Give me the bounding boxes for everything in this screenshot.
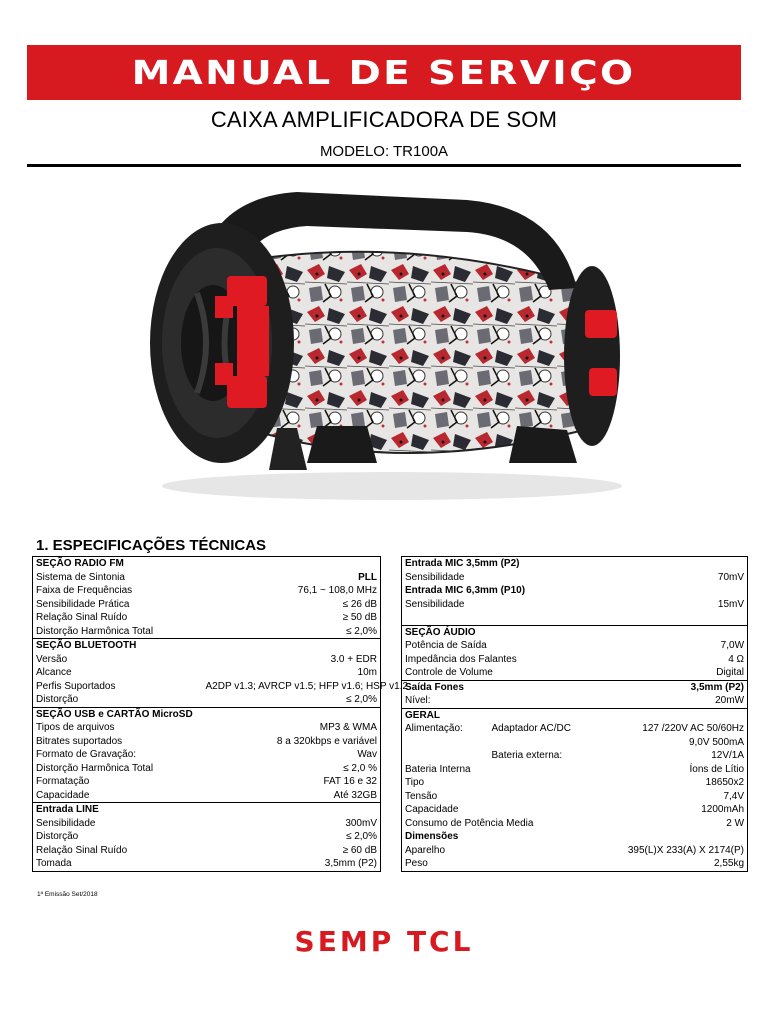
spec-label: Distorção Harmônica Total [36, 625, 154, 637]
spec-label: Tomada [36, 858, 72, 869]
spec-label: Formatação [36, 776, 90, 787]
spec-value: Até 32GB [333, 789, 377, 801]
spec-row [402, 598, 748, 612]
spec-value: Íons de Lítio [689, 763, 745, 775]
section-header-row [402, 830, 748, 844]
spec-label: SEÇÃO USB e CARTÃO MicroSD [33, 707, 203, 721]
spec-row [402, 763, 748, 777]
spec-label: Distorção Harmônica Total [36, 762, 154, 774]
spec-value: 127 /220V AC 50/60Hz [642, 723, 745, 734]
spec-sublabel [486, 857, 604, 871]
spec-label: Potência de Saída [405, 640, 487, 651]
spec-row [402, 776, 748, 790]
title-banner [27, 45, 741, 100]
spec-value: 4 Ω [728, 653, 745, 665]
spec-label: Alimentação: [405, 723, 463, 734]
spec-row [402, 639, 748, 653]
spec-row [402, 611, 748, 625]
spec-sublabel [486, 666, 604, 680]
spec-label: Controle de Volume [405, 667, 493, 678]
model-label: MODELO: TR100A [319, 143, 449, 160]
spec-row [33, 817, 381, 831]
section-header-row [33, 707, 381, 721]
spec-label: Sensibilidade [405, 598, 465, 610]
spec-value [604, 611, 748, 625]
spec-sublabel [486, 639, 604, 653]
spec-row [402, 844, 748, 858]
spec-row [33, 611, 381, 625]
spec-value: 3.0 + EDR [330, 653, 377, 665]
spec-value: 70mV [717, 571, 745, 583]
spec-value [203, 557, 381, 571]
brand-logo: SEMP TCL [294, 925, 474, 958]
spec-value: ≤ 2,0 % [343, 762, 377, 774]
section-header-row [402, 625, 748, 639]
section-header-row [33, 803, 381, 817]
spec-row [402, 857, 748, 871]
spec-row [33, 762, 381, 776]
spec-value [203, 639, 381, 653]
spec-value: 3,5mm (P2) [324, 858, 377, 869]
spec-label: Entrada MIC 6,3mm (P10) [405, 585, 526, 596]
spec-sublabel [486, 571, 604, 585]
spec-label: Sensibilidade [36, 817, 96, 829]
spec-value: ≤ 2,0% [345, 694, 377, 705]
spec-sublabel: Adaptador AC/DC [491, 723, 571, 734]
spec-value: MP3 & WMA [319, 722, 377, 733]
manual-title: MANUAL DE SERVIÇO [132, 53, 636, 92]
spec-value: PLL [358, 571, 377, 583]
spec-row [33, 748, 381, 762]
spec-value: ≤ 2,0% [345, 831, 377, 842]
spec-label: Relação Sinal Ruído [36, 612, 128, 623]
spec-row [33, 584, 381, 598]
spec-row [33, 598, 381, 612]
spec-label [402, 749, 486, 763]
spec-label: Dimensões [405, 831, 459, 842]
spec-row [33, 844, 381, 858]
spec-row [33, 693, 381, 707]
spec-value: 20mW [715, 695, 745, 706]
spec-value: 76,1 ~ 108,0 MHz [297, 585, 377, 596]
spec-label [402, 736, 486, 750]
spec-sublabel [486, 790, 604, 804]
spec-label: Tensão [405, 790, 438, 802]
spec-label: Sensibilidade Prática [36, 598, 130, 610]
spec-label: Perfis Suportados [36, 680, 116, 692]
spec-label [402, 611, 486, 625]
spec-label: SEÇÃO ÁUDIO [402, 625, 604, 639]
spec-label: Aparelho [405, 844, 446, 856]
product-subtitle: CAIXA AMPLIFICADORA DE SOM [210, 107, 558, 132]
spec-value: 2 W [726, 817, 745, 829]
spec-row [402, 817, 748, 831]
spec-value: 7,4V [723, 790, 745, 802]
spec-row [33, 857, 381, 871]
spec-value: 18650x2 [705, 777, 745, 788]
speaker-product-image [137, 178, 640, 508]
spec-sublabel [486, 611, 604, 625]
section-header-row [33, 639, 381, 653]
spec-label: Bateria Interna [405, 763, 471, 775]
spec-label: Formato de Gravação: [36, 749, 137, 760]
spec-sublabel [486, 763, 604, 777]
spec-label: Consumo de Potência Media [405, 817, 534, 829]
spec-value: 8 a 320kbps e variável [276, 735, 377, 747]
spec-sublabel [486, 598, 604, 612]
spec-label: Faixa de Frequências [36, 585, 133, 596]
header-divider [27, 164, 741, 167]
spec-row [33, 830, 381, 844]
spec-value: ≤ 26 dB [342, 598, 377, 610]
spec-row [402, 666, 748, 680]
spec-label: Tipo [405, 777, 425, 788]
spec-value: Digital [716, 667, 745, 678]
spec-sublabel: Bateria externa: [491, 750, 563, 761]
spec-label: Alcance [36, 667, 72, 678]
spec-label: SEÇÃO RADIO FM [36, 558, 124, 569]
spec-row [402, 694, 748, 708]
spec-value: 300mV [345, 817, 377, 829]
spec-label: Distorção [36, 694, 79, 705]
spec-row [33, 625, 381, 639]
spec-sublabel [486, 736, 604, 750]
spec-value: 10m [357, 667, 377, 678]
spec-label: Tipos de arquivos [36, 722, 115, 733]
section-header-row [402, 557, 748, 571]
spec-value: 15mV [717, 598, 745, 610]
spec-value: A2DP v1.3; AVRCP v1.5; HFP v1.6; HSP v1.2 [205, 680, 409, 692]
spec-row [33, 775, 381, 789]
spec-value: 395(L)X 233(A) X 2174(P) [627, 844, 745, 856]
spec-label: Relação Sinal Ruído [36, 844, 128, 856]
spec-value [604, 584, 748, 598]
spec-value [604, 708, 748, 722]
spec-value [604, 830, 748, 844]
spec-label: Capacidade [405, 804, 459, 815]
spec-value [604, 625, 748, 639]
spec-sublabel [486, 776, 604, 790]
spec-row [402, 571, 748, 585]
spec-row [33, 653, 381, 667]
spec-value: 12V/1A [711, 750, 745, 761]
spec-label: SEÇÃO BLUETOOTH [33, 639, 203, 653]
spec-row [402, 749, 748, 763]
emission-footnote: 1ª Emissão Set/2018 [37, 891, 98, 898]
spec-row [402, 803, 748, 817]
spec-value [203, 707, 381, 721]
section-header-row [402, 708, 748, 722]
spec-table-left [32, 556, 409, 872]
spec-label: Versão [36, 653, 68, 665]
section-heading: 1. ESPECIFICAÇÕES TÉCNICAS [36, 537, 267, 554]
spec-value: 9,0V 500mA [688, 736, 745, 748]
spec-value [604, 557, 748, 571]
spec-row [33, 735, 381, 749]
spec-value: 2,55kg [713, 858, 745, 869]
spec-value: 7,0W [720, 640, 745, 651]
spec-row [402, 653, 748, 667]
spec-label: Entrada LINE [33, 803, 203, 817]
spec-label: Nível: [405, 695, 431, 706]
spec-value: Wav [357, 749, 377, 760]
spec-value: 3,5mm (P2) [604, 680, 748, 694]
spec-label: Entrada MIC 3,5mm (P2) [405, 558, 520, 569]
spec-label: Distorção [36, 831, 79, 842]
spec-table-right [401, 556, 748, 872]
spec-label: Capacidade [36, 789, 90, 801]
section-header-row [33, 557, 381, 571]
spec-value: ≤ 2,0% [345, 625, 377, 637]
spec-sublabel [486, 844, 604, 858]
spec-value: 1200mAh [701, 804, 745, 815]
spec-row [402, 736, 748, 750]
spec-row [402, 722, 748, 736]
spec-row [33, 666, 381, 680]
spec-label: Impedância dos Falantes [405, 653, 517, 665]
spec-sublabel [486, 803, 604, 817]
spec-value: FAT 16 e 32 [323, 776, 377, 787]
spec-label: Saída Fones [402, 680, 604, 694]
spec-row [402, 790, 748, 804]
spec-row [33, 721, 381, 735]
spec-value [203, 803, 381, 817]
spec-value: ≥ 60 dB [342, 844, 377, 856]
spec-row [33, 789, 381, 803]
spec-row [33, 680, 381, 694]
spec-sublabel [486, 694, 604, 708]
spec-label: Bitrates suportados [36, 735, 123, 747]
section-header-row [402, 584, 748, 598]
spec-value: ≥ 50 dB [342, 612, 377, 623]
spec-label: Sensibilidade [405, 571, 465, 583]
spec-label: Sistema de Sintonia [36, 571, 125, 583]
spec-row [33, 571, 381, 585]
section-header-row [402, 680, 748, 694]
spec-label: GERAL [402, 708, 604, 722]
spec-label: Peso [405, 858, 428, 869]
